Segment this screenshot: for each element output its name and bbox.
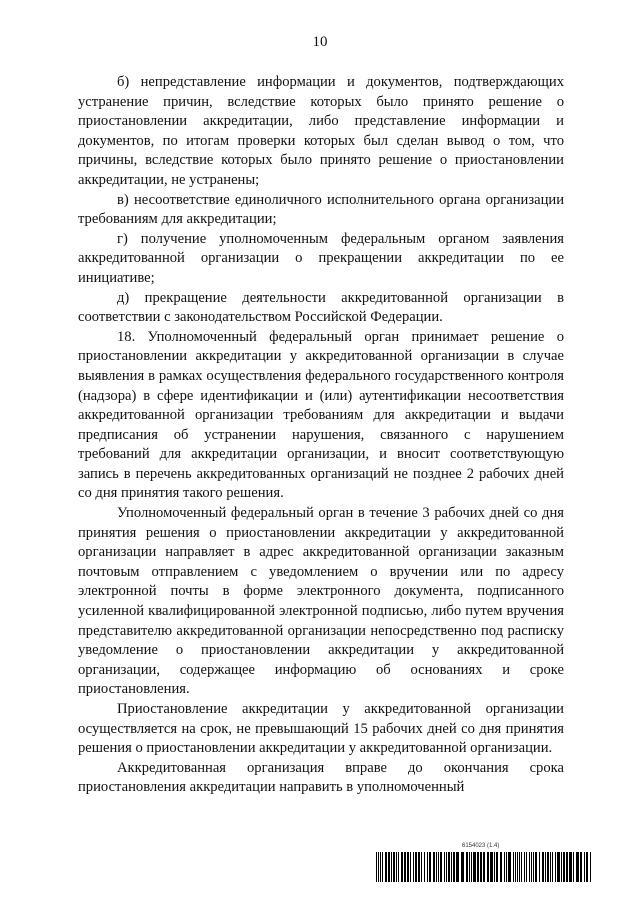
document-code: 6154023 (1.4) (462, 843, 500, 849)
barcode-bar (473, 852, 476, 882)
barcode-bar (429, 852, 431, 882)
barcode-bar (550, 852, 551, 882)
barcode-bar (508, 852, 511, 882)
barcode-bar (506, 852, 507, 882)
barcode-bar (542, 852, 544, 882)
paragraph-d: д) прекращение деятельности аккредитованной организации в соответствии с законодательством Российской Федерации. (78, 289, 564, 326)
barcode-bar (586, 852, 588, 882)
barcode-bar (531, 852, 532, 882)
barcode-bar (396, 852, 397, 882)
barcode-bar (569, 852, 572, 882)
barcode-bar (557, 852, 560, 882)
paragraph-right-to-submit: Аккредитованная организация вправе до окончания срока приостановления аккредитации направить в уполномоченный (78, 759, 564, 796)
barcode-bar (533, 852, 534, 882)
paragraph-v: в) несоответствие единоличного исполнительного органа организации требованиям для аккредитации; (78, 191, 564, 228)
barcode-bar (436, 852, 437, 882)
barcode-bar (494, 852, 495, 882)
barcode-bar (376, 852, 377, 882)
barcode-bar (566, 852, 568, 882)
barcode-bar (526, 852, 527, 882)
paragraph-notification: Уполномоченный федеральный орган в течение 3 рабочих дней со дня принятия решения о приостановлении аккредитации у аккредитованной организации направляет в адрес аккредитованной организации заказным почтовым отправлением с уведомлением о вручении или по адресу электронной почты в форме электронного документа, подписанного усиленной квалифицированной электронной подписью, либо путем вручения представителю аккредитованной организации непосредственно под расписку уведомление о приостановлении аккредитации у аккредитованной организации, содержащее информацию об основаниях и сроке приостановления. (78, 505, 564, 698)
barcode-bar (487, 852, 489, 882)
barcode-bar (515, 852, 516, 882)
barcode-bar (415, 852, 417, 882)
barcode-bar (404, 852, 406, 882)
barcode-bar (547, 852, 549, 882)
barcode-bar (471, 852, 472, 882)
barcode-bar (496, 852, 498, 882)
barcode-bar (448, 852, 450, 882)
barcode-bar (517, 852, 518, 882)
barcode-bar (466, 852, 468, 882)
barcode-bar (500, 852, 502, 882)
barcode-bar (513, 852, 514, 882)
barcode-bar (421, 852, 422, 882)
barcode-bar (555, 852, 556, 882)
barcode-bar (380, 852, 381, 882)
barcode-bar (580, 852, 582, 882)
barcode-bar (388, 852, 390, 882)
barcode-bar (398, 852, 399, 882)
barcode-bar (521, 852, 522, 882)
barcode-bar (552, 852, 553, 882)
barcode-bar (393, 852, 395, 882)
barcode-bar (573, 852, 574, 882)
barcode-bar (438, 852, 439, 882)
page-number: 10 (312, 34, 328, 50)
barcode-bar (563, 852, 565, 882)
barcode-bar (584, 852, 585, 882)
document-body (78, 73, 564, 798)
barcode-bar (480, 852, 482, 882)
paragraph-b: б) непредставление информации и документов, подтверждающих устранение причин, вследствие которых было принято решение о приостановлении аккредитации, либо представление информации и документов, по итогам проверки которых был сделан вывод о том, что причины, вследствие которых было принято решение о приостановлении аккредитации, не устранены; (78, 74, 564, 188)
barcode-bar (590, 852, 591, 882)
barcode-bar (424, 852, 425, 882)
barcode-bar (407, 852, 409, 882)
barcode-bar (451, 852, 452, 882)
barcode-bar (545, 852, 546, 882)
barcode-bar (461, 852, 464, 882)
barcode-bar (433, 852, 435, 882)
barcode-bar (456, 852, 459, 882)
barcode-bar (378, 852, 379, 882)
barcode-bar (446, 852, 447, 882)
barcode-bar (385, 852, 387, 882)
paragraph-suspension-term: Приостановление аккредитации у аккредитованной организации осуществляется на срок, не превышающий 15 рабочих дней со дня принятия решения о приостановлении аккредитации у аккредитованной организации. (78, 701, 564, 757)
barcode-bar (440, 852, 442, 882)
barcode-bar (401, 852, 403, 882)
barcode-bar (524, 852, 525, 882)
barcode-bar (382, 852, 383, 882)
barcode-bar (418, 852, 420, 882)
barcode-bar (529, 852, 530, 882)
barcode-bar (483, 852, 485, 882)
paragraph-g: г) получение уполномоченным федеральным органом заявления аккредитованной организации о прекращении аккредитации по ее инициативе; (78, 230, 564, 286)
barcode-bar (410, 852, 411, 882)
barcode-bar (561, 852, 562, 882)
barcode-bar (576, 852, 579, 882)
barcode-bar (535, 852, 537, 882)
barcode-bar (453, 852, 455, 882)
barcode-bar (519, 852, 520, 882)
paragraph-18: 18. Уполномоченный федеральный орган принимает решение о приостановлении аккредитации у аккредитованной организации в случае выявления в рамках осуществления федерального государственного контроля (надзора) в сфере идентификации и (или) аутентификации несоответствия аккредитованной организации требованиям для аккредитации и выдачи предписания об устранении нарушения, связанного с нарушением требований для аккредитации организации, и вносит соответствующую запись в перечень аккредитованных организаций не позднее 2 рабочих дней со дня принятия такого решения. (78, 328, 564, 502)
barcode-bar (413, 852, 414, 882)
barcode-bar (477, 852, 479, 882)
barcode-bar (444, 852, 445, 882)
barcode-image (376, 852, 594, 882)
barcode-bar (469, 852, 470, 882)
barcode-bar (539, 852, 540, 882)
barcode-bar (391, 852, 392, 882)
barcode-bar (427, 852, 428, 882)
barcode-bar (504, 852, 505, 882)
barcode-bar (490, 852, 493, 882)
